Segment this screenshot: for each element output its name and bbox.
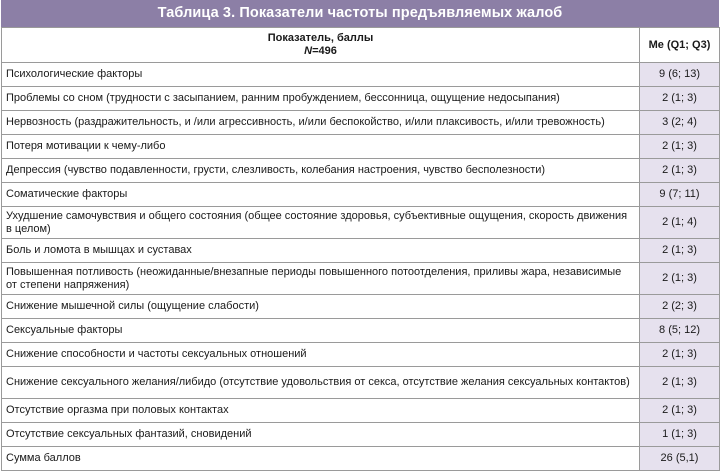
row-label: Психологические факторы — [2, 63, 640, 87]
table-row — [2, 447, 720, 471]
row-value: 9 (7; 11) — [640, 183, 720, 207]
table-row — [2, 367, 720, 399]
table-row — [2, 63, 720, 87]
table-container — [1, 0, 719, 471]
row-value: 1 (1; 3) — [640, 423, 720, 447]
row-label: Снижение способности и частоты сексуальных отношений — [2, 343, 640, 367]
row-value: 8 (5; 12) — [640, 319, 720, 343]
row-value: 2 (1; 3) — [640, 159, 720, 183]
row-label: Снижение мышечной силы (ощущение слабости) — [2, 295, 640, 319]
row-label: Сумма баллов — [2, 447, 640, 471]
row-label: Потеря мотивации к чему-либо — [2, 135, 640, 159]
row-label: Соматические факторы — [2, 183, 640, 207]
row-value: 9 (6; 13) — [640, 63, 720, 87]
row-value: 2 (1; 4) — [640, 207, 720, 239]
row-label: Отсутствие оргазма при половых контактах — [2, 399, 640, 423]
row-value: 2 (1; 3) — [640, 343, 720, 367]
table-row — [2, 399, 720, 423]
header-indicator — [2, 28, 640, 63]
row-value: 2 (1; 3) — [640, 135, 720, 159]
table-row — [2, 183, 720, 207]
row-label: Сексуальные факторы — [2, 319, 640, 343]
row-value: 2 (2; 3) — [640, 295, 720, 319]
table-row — [2, 263, 720, 295]
header-median: Me (Q1; Q3) — [640, 28, 720, 63]
row-value: 2 (1; 3) — [640, 239, 720, 263]
table-row — [2, 239, 720, 263]
table-row — [2, 111, 720, 135]
header-n-value: =496 — [312, 45, 337, 57]
header-indicator-label: Показатель, баллы — [267, 32, 374, 44]
table-row — [2, 87, 720, 111]
table-row — [2, 343, 720, 367]
table-row — [2, 159, 720, 183]
row-label: Депрессия (чувство подавленности, грусти, слезливость, колебания настроения, чувство бесполезности) — [2, 159, 640, 183]
row-label: Проблемы со сном (трудности с засыпанием, ранним пробуждением, бессонница, ощущение недосыпания) — [2, 87, 640, 111]
header-sample-size — [6, 45, 635, 58]
table-row — [2, 319, 720, 343]
row-label: Ухудшение самочувствия и общего состояния (общее состояние здоровья, субъективные ощущения, скорость движения в целом) — [2, 207, 640, 239]
row-label: Повышенная потливость (неожиданные/внезапные периоды повышенного потоотделения, приливы жара, независимые от степени напряжения) — [2, 263, 640, 295]
row-value: 26 (5,1) — [640, 447, 720, 471]
row-label: Снижение сексуального желания/либидо (отсутствие удовольствия от секса, отсутствие желания сексуальных контактов) — [2, 367, 640, 399]
table-header-row — [2, 28, 720, 63]
table-row — [2, 423, 720, 447]
row-value: 2 (1; 3) — [640, 399, 720, 423]
row-label: Боль и ломота в мышцах и суставах — [2, 239, 640, 263]
row-value: 2 (1; 3) — [640, 367, 720, 399]
row-label: Нервозность (раздражительность, и /или агрессивность, и/или беспокойство, и/или плаксивость, и/или тревожность) — [2, 111, 640, 135]
table-row — [2, 135, 720, 159]
row-value: 2 (1; 3) — [640, 87, 720, 111]
row-label: Отсутствие сексуальных фантазий, сновидений — [2, 423, 640, 447]
table-title: Таблица 3. Показатели частоты предъявляемых жалоб — [1, 0, 719, 27]
row-value: 3 (2; 4) — [640, 111, 720, 135]
header-n-label: N — [304, 45, 313, 57]
table-row — [2, 295, 720, 319]
row-value: 2 (1; 3) — [640, 263, 720, 295]
table-row — [2, 207, 720, 239]
complaints-table — [1, 27, 720, 471]
